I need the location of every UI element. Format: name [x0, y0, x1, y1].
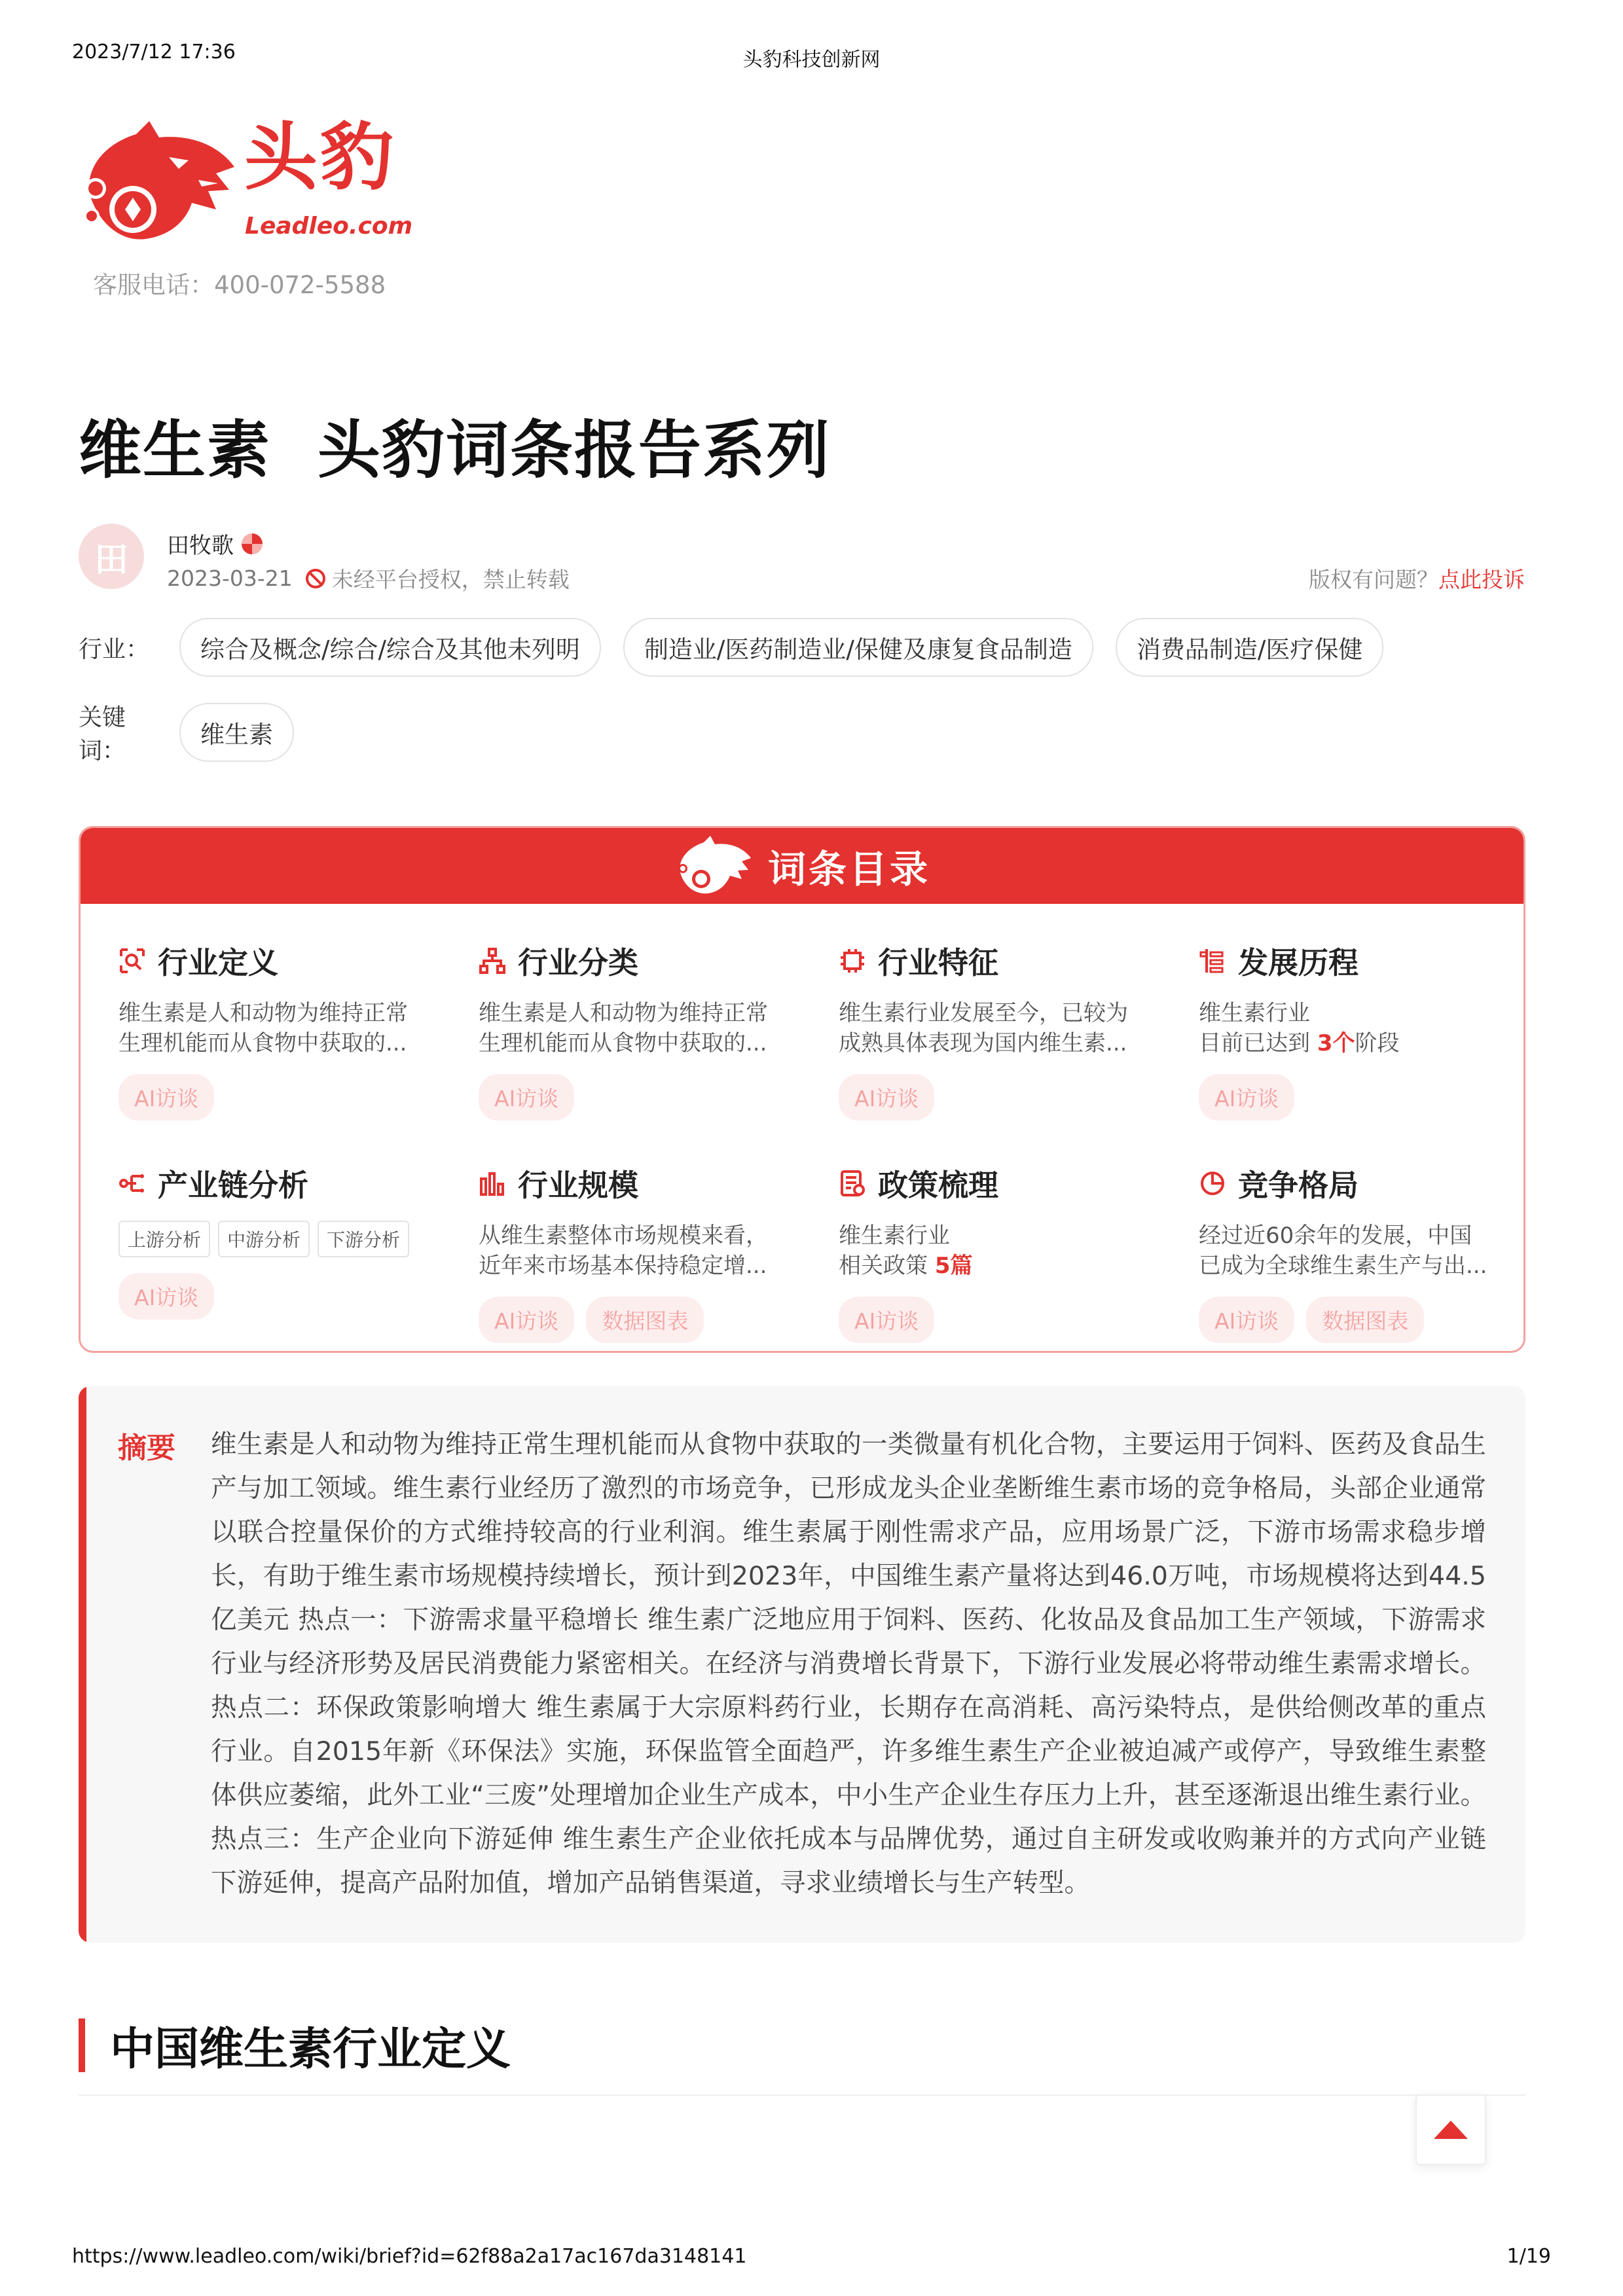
ai-interview-button[interactable]: AI访谈 — [839, 1074, 934, 1121]
ai-interview-button[interactable]: AI访谈 — [1199, 1297, 1294, 1343]
toc-item-competition[interactable] — [1199, 1162, 1500, 1343]
ai-interview-button[interactable]: AI访谈 — [119, 1074, 214, 1121]
toc-item-desc: 经过近60余年的发展，中国 — [1199, 1223, 1472, 1249]
section-title: 中国维生素行业定义 — [110, 2023, 511, 2075]
brand-name: 头豹 — [244, 115, 396, 200]
brand-domain: Leadleo.com — [245, 213, 413, 240]
print-header — [72, 41, 1551, 71]
policy-count: 5篇 — [934, 1253, 973, 1279]
toc-item-desc: 从维生素整体市场规模来看， — [479, 1223, 768, 1249]
ai-interview-button[interactable]: AI访谈 — [119, 1273, 214, 1319]
back-to-top-button[interactable] — [1415, 2094, 1486, 2165]
toc-item-chain[interactable] — [119, 1162, 420, 1319]
arrow-up-icon — [1434, 2121, 1468, 2139]
ai-interview-button[interactable]: AI访谈 — [479, 1297, 574, 1343]
complaint-link[interactable]: 点此投诉 — [1438, 567, 1525, 592]
toc-item-title: 产业链分析 — [158, 1168, 308, 1203]
print-url: https://www.leadleo.com/wiki/brief?id=62f88a2a17ac167da3148141 — [72, 2245, 747, 2268]
toc-item-desc: 生理机能而从食物中获取的... — [119, 1030, 407, 1056]
leopard-mascot-icon — [77, 118, 238, 249]
downstream-tag[interactable]: 下游分析 — [318, 1221, 409, 1257]
upstream-tag[interactable]: 上游分析 — [119, 1221, 210, 1257]
page-title: 维生素 头豹词条报告系列 — [79, 414, 831, 487]
toc-item-title: 发展历程 — [1238, 945, 1359, 980]
toc-item-title: 行业特征 — [878, 945, 998, 980]
keyword-label: 关键词： — [79, 704, 126, 764]
toc-item-title: 竞争格局 — [1238, 1168, 1359, 1203]
toc-item-desc: 维生素行业 — [1199, 1000, 1310, 1026]
toc-item-desc: 维生素是人和动物为维持正常 — [119, 1000, 408, 1026]
brand-logo[interactable] — [77, 115, 413, 249]
toc-item-title: 政策梳理 — [878, 1168, 998, 1203]
toc-card — [79, 826, 1525, 1353]
toc-item-desc: 维生素行业 — [839, 1223, 950, 1249]
hierarchy-icon — [479, 947, 506, 975]
author-line — [167, 528, 263, 560]
industry-label: 行业： — [79, 636, 150, 663]
reprint-notice: 未经平台授权，禁止转载 — [331, 567, 570, 592]
customer-service-phone: 客服电话：400-072-5588 — [93, 271, 386, 299]
ban-icon — [306, 569, 325, 588]
bar-chart-icon — [479, 1170, 506, 1197]
toc-title: 词条目录 — [767, 847, 930, 891]
keyword-tag[interactable]: 维生素 — [179, 703, 294, 762]
toc-item-desc: 相关政策 — [839, 1253, 935, 1279]
abstract-accent-bar — [79, 1386, 86, 1943]
toc-item-desc: 维生素是人和动物为维持正常 — [479, 1000, 768, 1026]
toc-item-desc: 已成为全球维生素生产与出... — [1199, 1253, 1487, 1279]
abstract-label: 摘要 — [118, 1431, 175, 1465]
ai-interview-button[interactable]: AI访谈 — [1199, 1074, 1294, 1121]
copyright-line — [1309, 563, 1525, 594]
section-accent-bar — [79, 2018, 85, 2072]
verified-badge-icon — [242, 533, 263, 554]
copyright-question: 版权有问题？ — [1309, 567, 1438, 592]
toc-item-desc: 阶段 — [1355, 1030, 1400, 1056]
toc-item-desc: 维生素行业发展至今，已较为 — [839, 1000, 1128, 1026]
toc-item-scale[interactable] — [479, 1162, 780, 1343]
timeline-icon — [1199, 947, 1226, 975]
chain-icon — [119, 1170, 146, 1197]
toc-item-desc: 近年来市场基本保持稳定增... — [479, 1253, 767, 1279]
pie-chart-icon — [1199, 1170, 1226, 1197]
toc-item-definition[interactable] — [119, 939, 420, 1121]
section-heading — [79, 2016, 511, 2075]
midstream-tag[interactable]: 中游分析 — [218, 1221, 310, 1257]
toc-item-desc: 成熟具体表现为国内维生素... — [839, 1030, 1127, 1056]
print-site-title: 头豹科技创新网 — [742, 48, 881, 71]
notice-wrap — [306, 563, 570, 594]
print-datetime: 2023/7/12 17:36 — [72, 41, 236, 63]
page-number: 1/19 — [1506, 2245, 1551, 2268]
toc-item-desc: 目前已达到 — [1199, 1030, 1317, 1056]
toc-item-title: 行业分类 — [518, 945, 638, 980]
toc-item-desc: 生理机能而从食物中获取的... — [479, 1030, 767, 1056]
toc-item-title: 行业定义 — [158, 945, 278, 980]
industry-tag[interactable]: 综合及概念/综合/综合及其他未列明 — [179, 618, 601, 677]
publish-date: 2023-03-21 — [167, 565, 293, 591]
ai-interview-button[interactable]: AI访谈 — [479, 1074, 574, 1121]
toc-item-classification[interactable] — [479, 939, 780, 1121]
leopard-mascot-icon — [674, 834, 752, 897]
print-footer — [72, 2245, 1551, 2271]
toc-header — [81, 828, 1523, 904]
toc-item-features[interactable] — [839, 939, 1140, 1121]
stage-count: 3个 — [1317, 1030, 1355, 1056]
toc-item-title: 行业规模 — [518, 1168, 638, 1203]
industry-tag[interactable]: 制造业/医药制造业/保健及康复食品制造 — [623, 618, 1093, 677]
author-name[interactable]: 田牧歌 — [167, 533, 234, 559]
abstract-box — [79, 1386, 1525, 1943]
data-chart-button[interactable]: 数据图表 — [1306, 1297, 1424, 1343]
meta-line — [167, 563, 570, 594]
divider — [79, 2094, 1525, 2096]
avatar[interactable]: 田 — [79, 524, 144, 589]
ai-interview-button[interactable]: AI访谈 — [839, 1297, 934, 1343]
industry-row — [79, 618, 1383, 677]
toc-item-history[interactable] — [1199, 939, 1500, 1121]
toc-item-policy[interactable] — [839, 1162, 1140, 1343]
search-doc-icon — [119, 947, 146, 975]
industry-tag[interactable]: 消费品制造/医疗保健 — [1116, 618, 1383, 677]
keyword-row — [79, 699, 294, 766]
chip-icon — [839, 947, 866, 975]
policy-doc-icon — [839, 1170, 866, 1197]
data-chart-button[interactable]: 数据图表 — [586, 1297, 704, 1343]
abstract-text: 维生素是人和动物为维持正常生理机能而从食物中获取的一类微量有机化合物，主要运用于饲料、医药及食品生产与加工领域。维生素行业经历了激烈的市场竞争，已形成龙头企业垄断维生素市场的竞争格局，头部企业通常以联合控量保价的方式维持较高的行业利润。维生素属于刚性需求产品，应用场景广泛，下游市场需求稳步增长，有助于维生素市场规模持续增长，预计到2023年，中国维生素产量将达到46.0万吨，市场规模将达到44.5亿美元 热点一：下游需求量平稳增长 维生素广泛地应用于饲料、医药、化妆品及食品加工生产领域，下游需求行业与经济形势及居民消费能力紧密相关。在经济与消费增长背景下，下游行业发展必将带动维生素需求增长。 热点二：环保政策影响增大 维生素属于大宗原料药行业，长期存在高消耗、高污染特点，是供给侧改革的重点行业。自2015年新《环保法》实施，环保监管全面趋严，许多维生素生产企业被迫减产或停产，导致维生素整体供应萎缩，此外工业“三废”处理增加企业生产成本，中小生产企业生存压力上升，甚至逐渐退出维生素行业。 热点三：生产企业向下游延伸 维生素生产企业依托成本与品牌优势，通过自主研发或收购兼并的方式向产业链下游延伸，提高产品附加值，增加产品销售渠道，寻求业绩增长与生产转型。 — [211, 1429, 1486, 1898]
